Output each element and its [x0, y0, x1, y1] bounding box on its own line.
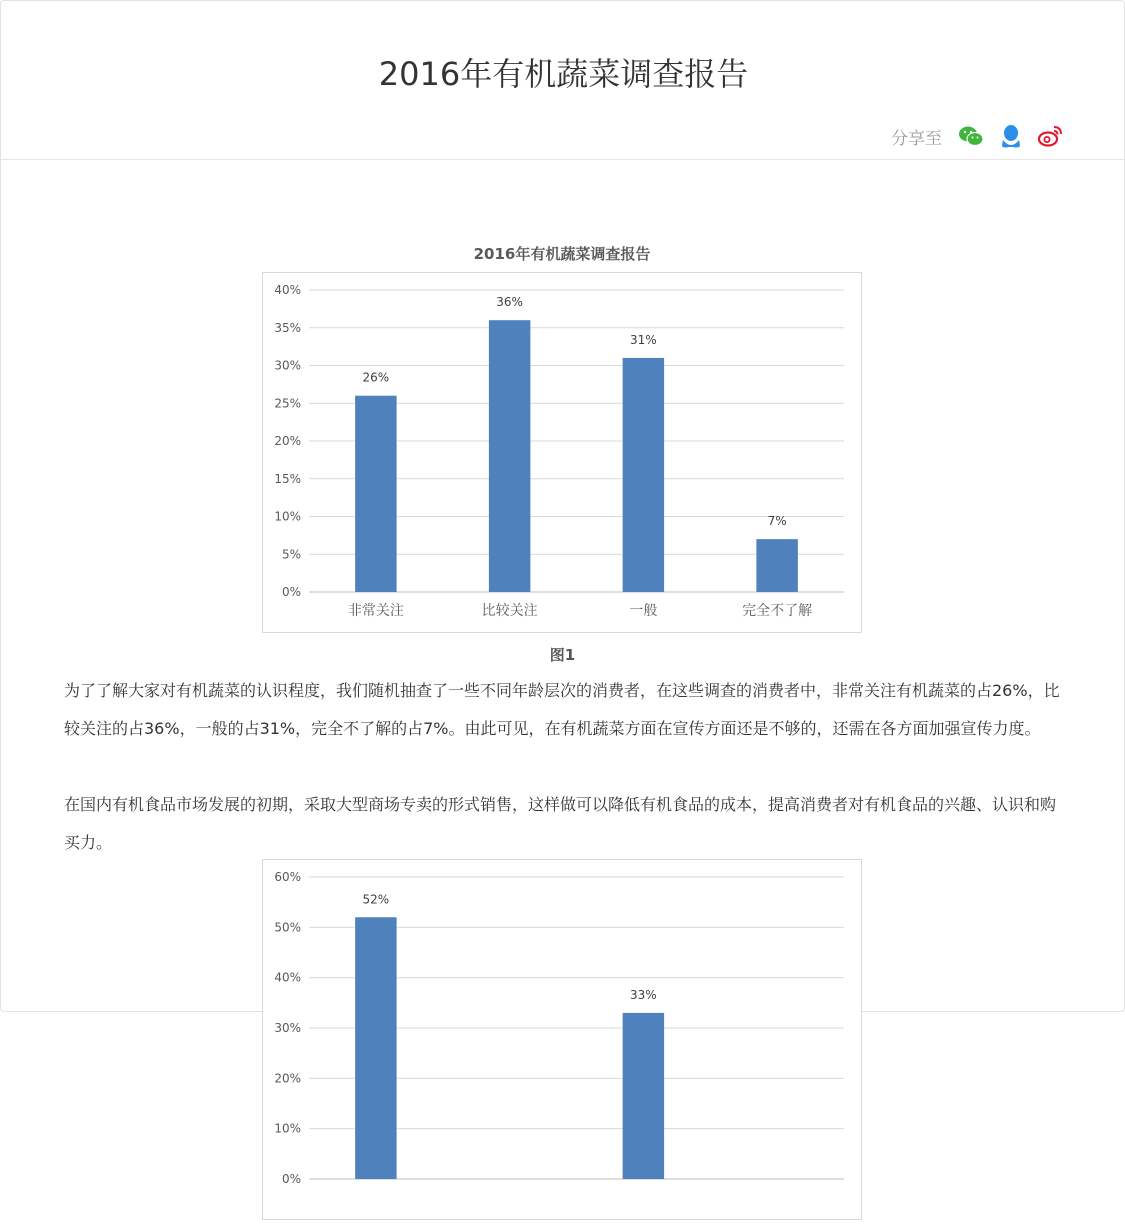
chart1-data-label: 36%: [496, 295, 523, 310]
share-label: 分享至: [891, 128, 942, 149]
chart2-data-label: 52%: [362, 892, 390, 907]
weibo-icon[interactable]: [1038, 123, 1064, 149]
chart2-svg: [262, 859, 862, 1221]
paragraph-1: 为了了解大家对有机蔬菜的认识程度，我们随机抽查了一些不同年龄层次的消费者，在这些调查的消费者中，非常关注有机蔬菜的占26%，比较关注的占36%，一般的占31%，完全不了解的占7%。由此可见，在有机蔬菜方面在宣传方面还是不够的，还需在各方面加强宣传力度。: [64, 681, 1060, 738]
chart1-ytick-label: 10%: [274, 509, 301, 524]
chart1-bar: [623, 358, 664, 592]
chart2-ytick-label: 20%: [274, 1071, 301, 1086]
figure1-caption: 图1: [549, 646, 576, 664]
chart1-data-label: 7%: [767, 514, 787, 529]
chart1-bar: [355, 396, 396, 592]
chart2-ytick-label: 10%: [274, 1121, 301, 1136]
chart2: [262, 859, 862, 1221]
article-header: [1, 1, 1124, 160]
chart2-ytick-label: 40%: [274, 970, 301, 985]
chart2-ytick-label: 30%: [274, 1021, 301, 1035]
chart1-xtick-label: 比较关注: [481, 603, 538, 619]
chart2-ytick-label: 0%: [281, 1172, 301, 1186]
chart1-bar: [489, 320, 530, 592]
chart1-xtick-label: 完全不了解: [742, 603, 813, 619]
chart1-xtick-label: 一般: [629, 603, 658, 619]
wechat-icon[interactable]: [958, 123, 984, 149]
chart2-bar: [355, 917, 396, 1179]
chart1-data-label: 26%: [362, 370, 390, 385]
chart1-ytick-label: 20%: [274, 434, 301, 448]
chart1-xtick-label: 非常关注: [347, 603, 404, 619]
chart1-ytick-label: 40%: [274, 283, 301, 297]
qq-icon[interactable]: [998, 123, 1024, 149]
chart1: [262, 272, 862, 634]
paragraph-2: 在国内有机食品市场发展的初期，采取大型商场专卖的形式销售，这样做可以降低有机食品的成本，提高消费者对有机食品的兴趣、认识和购买力。: [64, 795, 1057, 852]
chart2-bar: [623, 1013, 664, 1179]
chart1-bar: [756, 539, 797, 592]
page-title: 2016年有机蔬菜调查报告: [378, 55, 749, 93]
share-bar: [891, 122, 1064, 150]
chart1-ytick-label: 25%: [274, 396, 301, 411]
chart1-ytick-label: 30%: [274, 358, 301, 373]
chart1-data-label: 31%: [630, 332, 657, 347]
chart2-ytick-label: 50%: [274, 920, 301, 935]
chart2-ytick-label: 60%: [274, 870, 301, 884]
chart1-title: 2016年有机蔬菜调查报告: [473, 245, 651, 263]
chart1-ytick-label: 0%: [281, 585, 301, 599]
chart1-svg: [262, 272, 862, 634]
chart1-ytick-label: 5%: [281, 547, 301, 562]
chart1-ytick-label: 35%: [274, 320, 301, 335]
chart1-ytick-label: 15%: [274, 471, 301, 486]
chart2-data-label: 33%: [630, 987, 657, 1002]
